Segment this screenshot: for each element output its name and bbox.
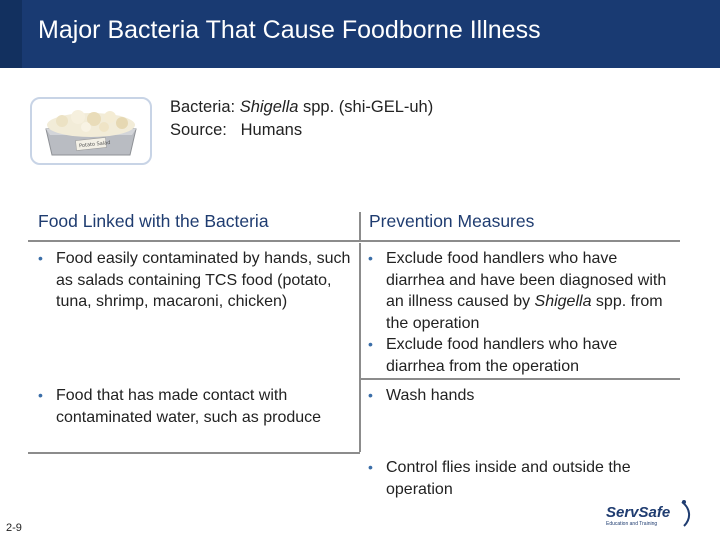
- row2-food-cell: [34, 385, 356, 428]
- source-line: Source: Humans: [170, 121, 303, 139]
- list-item: • Control flies inside and outside the operation: [364, 457, 680, 500]
- bacteria-info: [170, 96, 433, 142]
- logo-swoosh-icon: [604, 498, 698, 530]
- list-item: • Exclude food handlers who have diarrhea and have been diagnosed with an illness caused by Shigella spp. from the operation: [364, 248, 680, 334]
- row3-prevention-cell: [364, 457, 680, 500]
- potato-salad-pan-icon: [30, 97, 152, 165]
- slide-title: Major Bacteria That Cause Foodborne Illness: [38, 16, 541, 44]
- list-item: • Exclude food handlers who have diarrhea from the operation: [364, 334, 680, 377]
- bacteria-line: Bacteria: Shigella spp. (shi-GEL-uh): [170, 98, 434, 116]
- row2-prevention-cell: [364, 385, 680, 407]
- svg-text:Potato Salad: Potato Salad: [78, 139, 111, 150]
- logo-name: ServSafe: [606, 504, 671, 521]
- row2-rule: [28, 452, 360, 454]
- title-bar: [0, 0, 720, 68]
- bacteria-name: Shigella: [239, 98, 299, 116]
- col-header-food: Food Linked with the Bacteria: [38, 211, 269, 231]
- col-header-prevention: Prevention Measures: [369, 211, 535, 231]
- list-item: • Food that has made contact with contaminated water, such as produce: [34, 385, 356, 428]
- row1-prevention-cell: [364, 248, 680, 377]
- source-value: Humans: [240, 121, 303, 139]
- list-item: • Food easily contaminated by hands, such as salads containing TCS food (potato, tuna, shrimp, macaroni, chicken): [34, 248, 356, 313]
- page-number: 2-9: [6, 522, 22, 534]
- bacteria-label: Bacteria: [170, 98, 231, 116]
- title-bar-shade: [0, 0, 22, 68]
- row1-divider: [359, 243, 361, 378]
- logo-tagline: Education and Training: [606, 521, 658, 527]
- row2-divider: [359, 380, 361, 452]
- row1-food-cell: [34, 248, 356, 313]
- header-rule: [28, 240, 680, 242]
- servsafe-logo: [604, 498, 698, 530]
- row1-rule: [359, 378, 680, 380]
- bacteria-pronunciation: spp. (shi-GEL-uh): [298, 98, 434, 116]
- header-divider: [359, 212, 361, 241]
- list-item: • Wash hands: [364, 385, 680, 407]
- source-label: Source: [170, 121, 223, 139]
